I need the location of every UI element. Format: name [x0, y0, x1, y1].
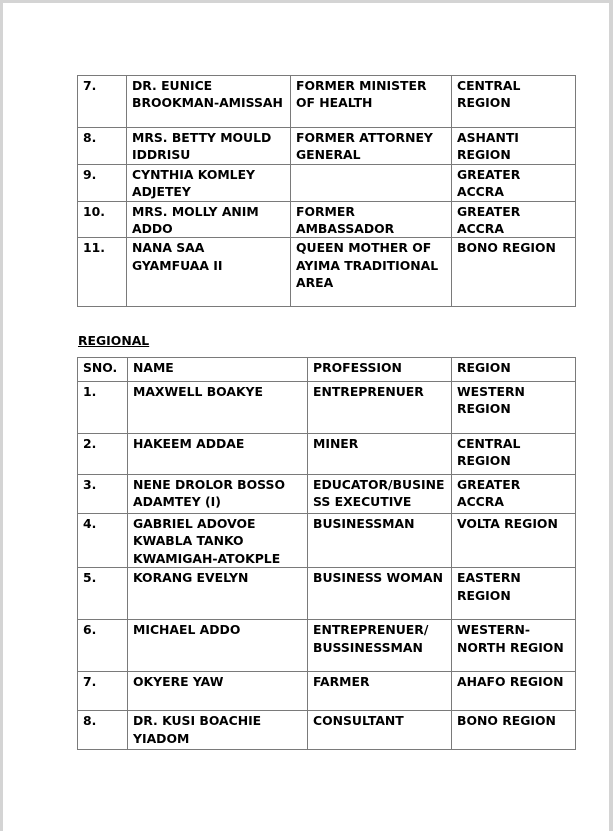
header-name: NAME: [128, 358, 308, 382]
sno-cell: 2.: [78, 434, 128, 475]
table-header-row: [78, 358, 576, 382]
region-cell: VOLTA REGION: [452, 514, 576, 568]
region-cell: GREATER ACCRA: [452, 201, 576, 238]
profession-cell: ENTREPRENUER: [308, 382, 452, 434]
profession-cell: QUEEN MOTHER OF AYIMA TRADITIONAL AREA: [291, 238, 452, 307]
header-profession: PROFESSION: [308, 358, 452, 382]
region-cell: CENTRAL REGION: [452, 434, 576, 475]
region-cell: BONO REGION: [452, 711, 576, 750]
sno-cell: 9.: [78, 164, 127, 201]
table-row: [78, 201, 576, 238]
name-cell: MRS. BETTY MOULD IDDRISU: [127, 128, 291, 165]
name-cell: DR. EUNICE BROOKMAN-AMISSAH: [127, 76, 291, 128]
profession-cell: FARMER: [308, 672, 452, 711]
regional-heading: REGIONAL: [78, 333, 150, 348]
region-cell: GREATER ACCRA: [452, 164, 576, 201]
table-row: [78, 475, 576, 514]
name-cell: NANA SAA GYAMFUAA II: [127, 238, 291, 307]
sno-cell: 4.: [78, 514, 128, 568]
profession-cell: FORMER AMBASSADOR: [291, 201, 452, 238]
name-cell: MRS. MOLLY ANIM ADDO: [127, 201, 291, 238]
name-cell: HAKEEM ADDAE: [128, 434, 308, 475]
region-cell: EASTERN REGION: [452, 568, 576, 620]
region-cell: ASHANTI REGION: [452, 128, 576, 165]
national-members-table: [77, 75, 576, 307]
region-cell: WESTERN-NORTH REGION: [452, 620, 576, 672]
sno-cell: 7.: [78, 76, 127, 128]
header-region: REGION: [452, 358, 576, 382]
name-cell: OKYERE YAW: [128, 672, 308, 711]
table-row: [78, 514, 576, 568]
region-cell: CENTRAL REGION: [452, 76, 576, 128]
sno-cell: 7.: [78, 672, 128, 711]
table-row: [78, 128, 576, 165]
name-cell: NENE DROLOR BOSSO ADAMTEY (I): [128, 475, 308, 514]
sno-cell: 11.: [78, 238, 127, 307]
sno-cell: 8.: [78, 128, 127, 165]
name-cell: DR. KUSI BOACHIE YIADOM: [128, 711, 308, 750]
region-cell: BONO REGION: [452, 238, 576, 307]
table-row: [78, 164, 576, 201]
table-row: [78, 382, 576, 434]
regional-members-table: [77, 357, 576, 750]
region-cell: WESTERN REGION: [452, 382, 576, 434]
profession-cell: ENTREPRENUER/ BUSSINESSMAN: [308, 620, 452, 672]
profession-cell: CONSULTANT: [308, 711, 452, 750]
name-cell: GABRIEL ADOVOE KWABLA TANKO KWAMIGAH-ATOKPLE: [128, 514, 308, 568]
table-row: [78, 568, 576, 620]
region-cell: AHAFO REGION: [452, 672, 576, 711]
profession-cell: MINER: [308, 434, 452, 475]
table-row: [78, 238, 576, 307]
profession-cell: BUSINESSMAN: [308, 514, 452, 568]
table-row: [78, 76, 576, 128]
profession-cell: FORMER MINISTER OF HEALTH: [291, 76, 452, 128]
document-page: [3, 3, 609, 831]
profession-cell: FORMER ATTORNEY GENERAL: [291, 128, 452, 165]
sno-cell: 5.: [78, 568, 128, 620]
name-cell: MICHAEL ADDO: [128, 620, 308, 672]
table-row: [78, 620, 576, 672]
sno-cell: 6.: [78, 620, 128, 672]
name-cell: MAXWELL BOAKYE: [128, 382, 308, 434]
header-sno: SNO.: [78, 358, 128, 382]
sno-cell: 3.: [78, 475, 128, 514]
sno-cell: 1.: [78, 382, 128, 434]
sno-cell: 8.: [78, 711, 128, 750]
name-cell: KORANG EVELYN: [128, 568, 308, 620]
name-cell: CYNTHIA KOMLEY ADJETEY: [127, 164, 291, 201]
profession-cell: [291, 164, 452, 201]
sno-cell: 10.: [78, 201, 127, 238]
table-row: [78, 711, 576, 750]
profession-cell: BUSINESS WOMAN: [308, 568, 452, 620]
table-row: [78, 434, 576, 475]
profession-cell: EDUCATOR/BUSINESS EXECUTIVE: [308, 475, 452, 514]
region-cell: GREATER ACCRA: [452, 475, 576, 514]
table-row: [78, 672, 576, 711]
